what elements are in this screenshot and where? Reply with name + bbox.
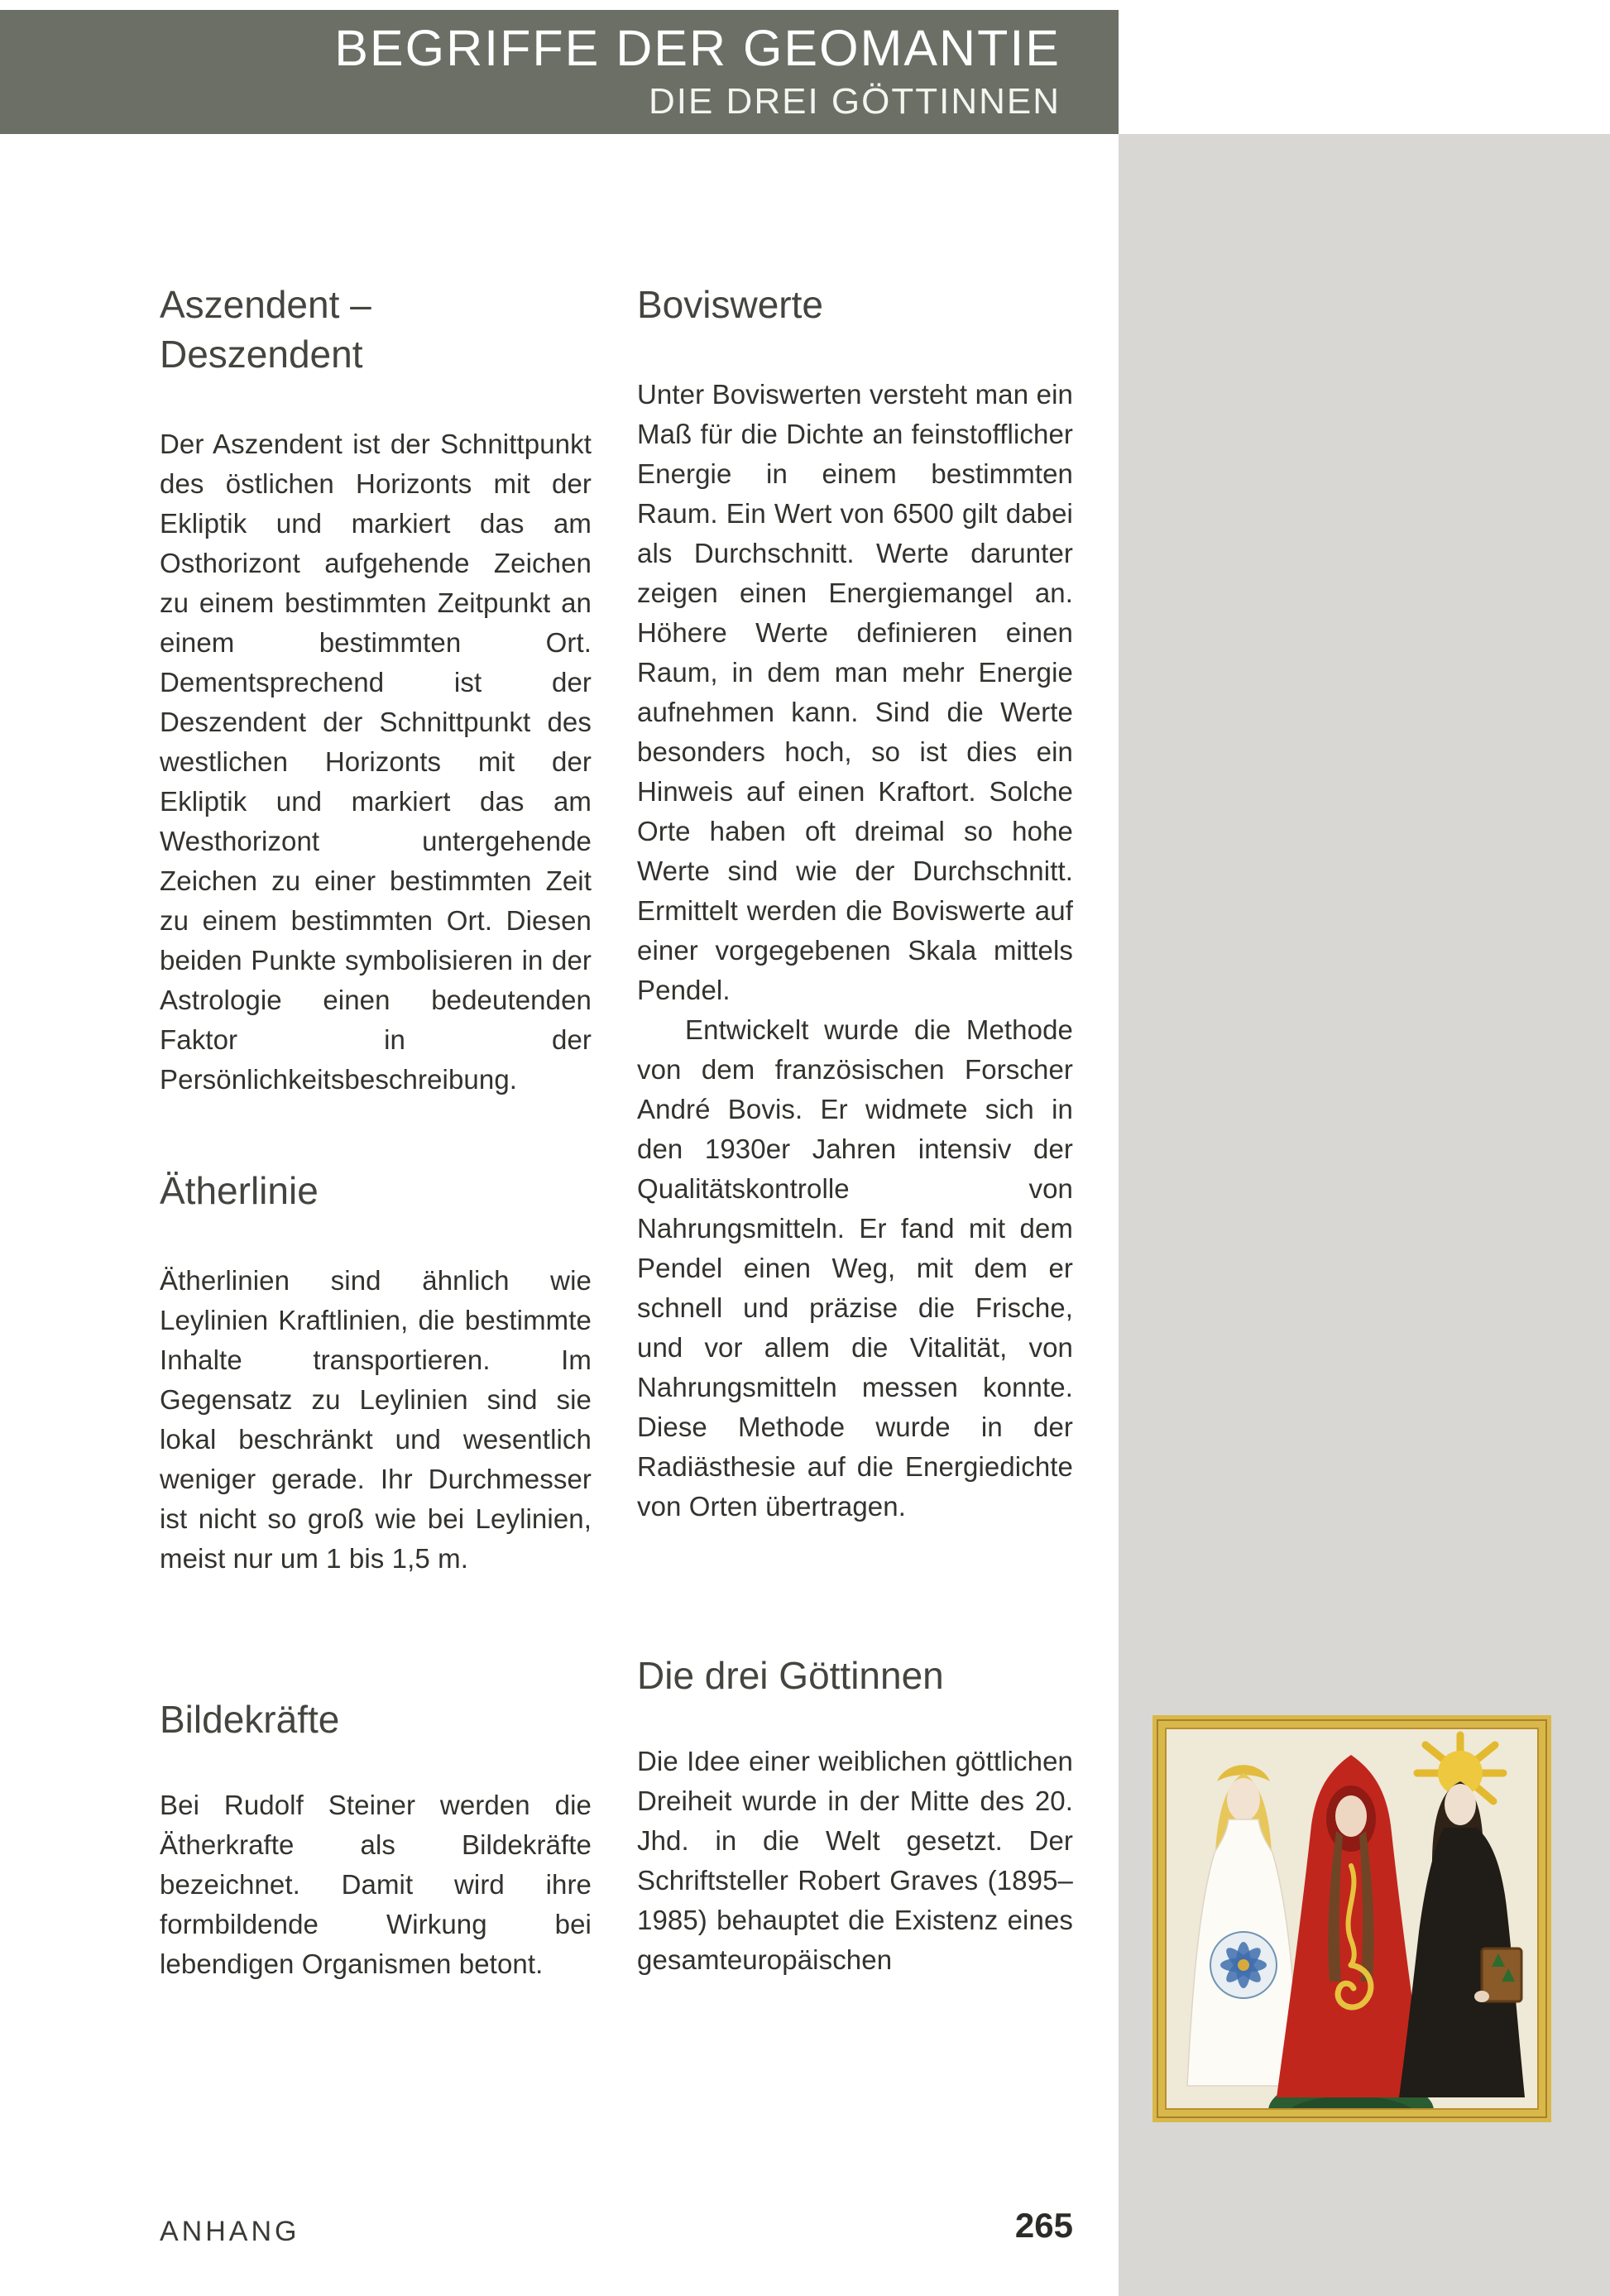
tree-tablet [1474, 1948, 1521, 2002]
page-subtitle: DIE DREI GÖTTINNEN [648, 81, 1061, 122]
heading-line-1: Aszendent – [160, 283, 371, 326]
heading-line-2: Deszendent [160, 333, 363, 376]
section-bildekraefte [160, 1694, 592, 1984]
page-title: BEGRIFFE DER GEOMANTIE [334, 19, 1061, 76]
painting-canvas [1152, 1715, 1551, 2122]
paragraph: Der Aszendent ist der Schnittpunkt des östlichen Horizonts mit der Ekliptik und markiert das am Osthorizont aufgehende Zeichen zu einem bestimmten Zeitpunkt an einem bestimmten Ort. Dementsprechend ist der Deszendent der Schnittpunkt des westlichen Horizonts mit der Ekliptik und markiert das am Westhorizont untergehende Zeichen zu einer bestimmten Zeit zu einem bestimmten Ort. Diesen beiden Punkte symbolisieren in der Astrologie einen bedeutenden Faktor in der Persönlichkeitsbeschreibung. [160, 429, 592, 1095]
section-heading: Boviswerte [637, 283, 823, 326]
section-heading: Bildekräfte [160, 1698, 340, 1741]
blue-mandala [1210, 1932, 1277, 1998]
paragraph: Unter Boviswerten versteht man ein Maß für die Dichte an feinstofflicher Energie in einem bestimmten Raum. Ein Wert von 6500 gilt dabei als Durchschnitt. Werte darunter zeigen einen Energiemangel an. Höhere Werte definieren einen Raum, in dem man mehr Energie aufnehmen kann. Sind die Werte besonders hoch, so ist dies ein Hinweis auf einen Kraftort. Solche Orte haben oft dreimal so hohe Werte sind wie der Durchschnitt. Ermittelt werden die Boviswerte auf einer vorgegebenen Skala mittels Pendel. [637, 379, 1073, 1005]
paragraph: Die Idee einer weiblichen göttlichen Dreiheit wurde in der Mitte des 20. Jhd. in die Welt gesetzt. Der Schriftsteller Robert Graves (1895–1985) behauptet die Existenz eines gesamteuropäischen [637, 1746, 1073, 1975]
paragraph: Ätherlinien sind ähnlich wie Leylinien Kraftlinien, die bestimmte Inhalte transportieren. Im Gegensatz zu Leylinien sind sie lokal beschränkt und wesentlich weniger gerade. Ihr Durchmesser ist nicht so groß wie bei Leylinien, meist nur um 1 bis 1,5 m. [160, 1265, 592, 1574]
section-heading: Ätherlinie [160, 1169, 319, 1212]
right-column [637, 280, 1073, 1980]
three-goddesses-painting [1152, 1715, 1551, 2122]
section-heading: Die drei Göttinnen [637, 1654, 944, 1697]
page-number: 265 [1014, 2206, 1073, 2245]
section-aetherlinie [160, 1166, 592, 1579]
section-aszendent-deszendent [160, 280, 592, 1100]
section-boviswerte [637, 280, 1073, 1527]
footer-section-label: ANHANG [160, 2216, 300, 2247]
section-heading [160, 280, 592, 379]
header-band [0, 10, 1119, 134]
paragraph: Bei Rudolf Steiner werden die Ätherkrafte als Bildekräfte bezeichnet. Damit wird ihre formbildende Wirkung bei lebendigen Organismen betont. [160, 1790, 592, 1979]
left-column [160, 280, 592, 1984]
paragraph: Entwickelt wurde die Methode von dem französischen Forscher André Bovis. Er widmete sich in den 1930er Jahren intensiv der Qualitätskontrolle von Nahrungsmitteln. Er fand mit dem Pendel einen Weg, mit dem er schnell und präzise die Frische, und vor allem die Vitalität, von Nahrungsmitteln messen konnte. Diese Methode wurde in der Radiästhesie auf die Energiedichte von Orten übertragen. [637, 1014, 1073, 1522]
section-die-drei-goettinnen [637, 1651, 1073, 1980]
